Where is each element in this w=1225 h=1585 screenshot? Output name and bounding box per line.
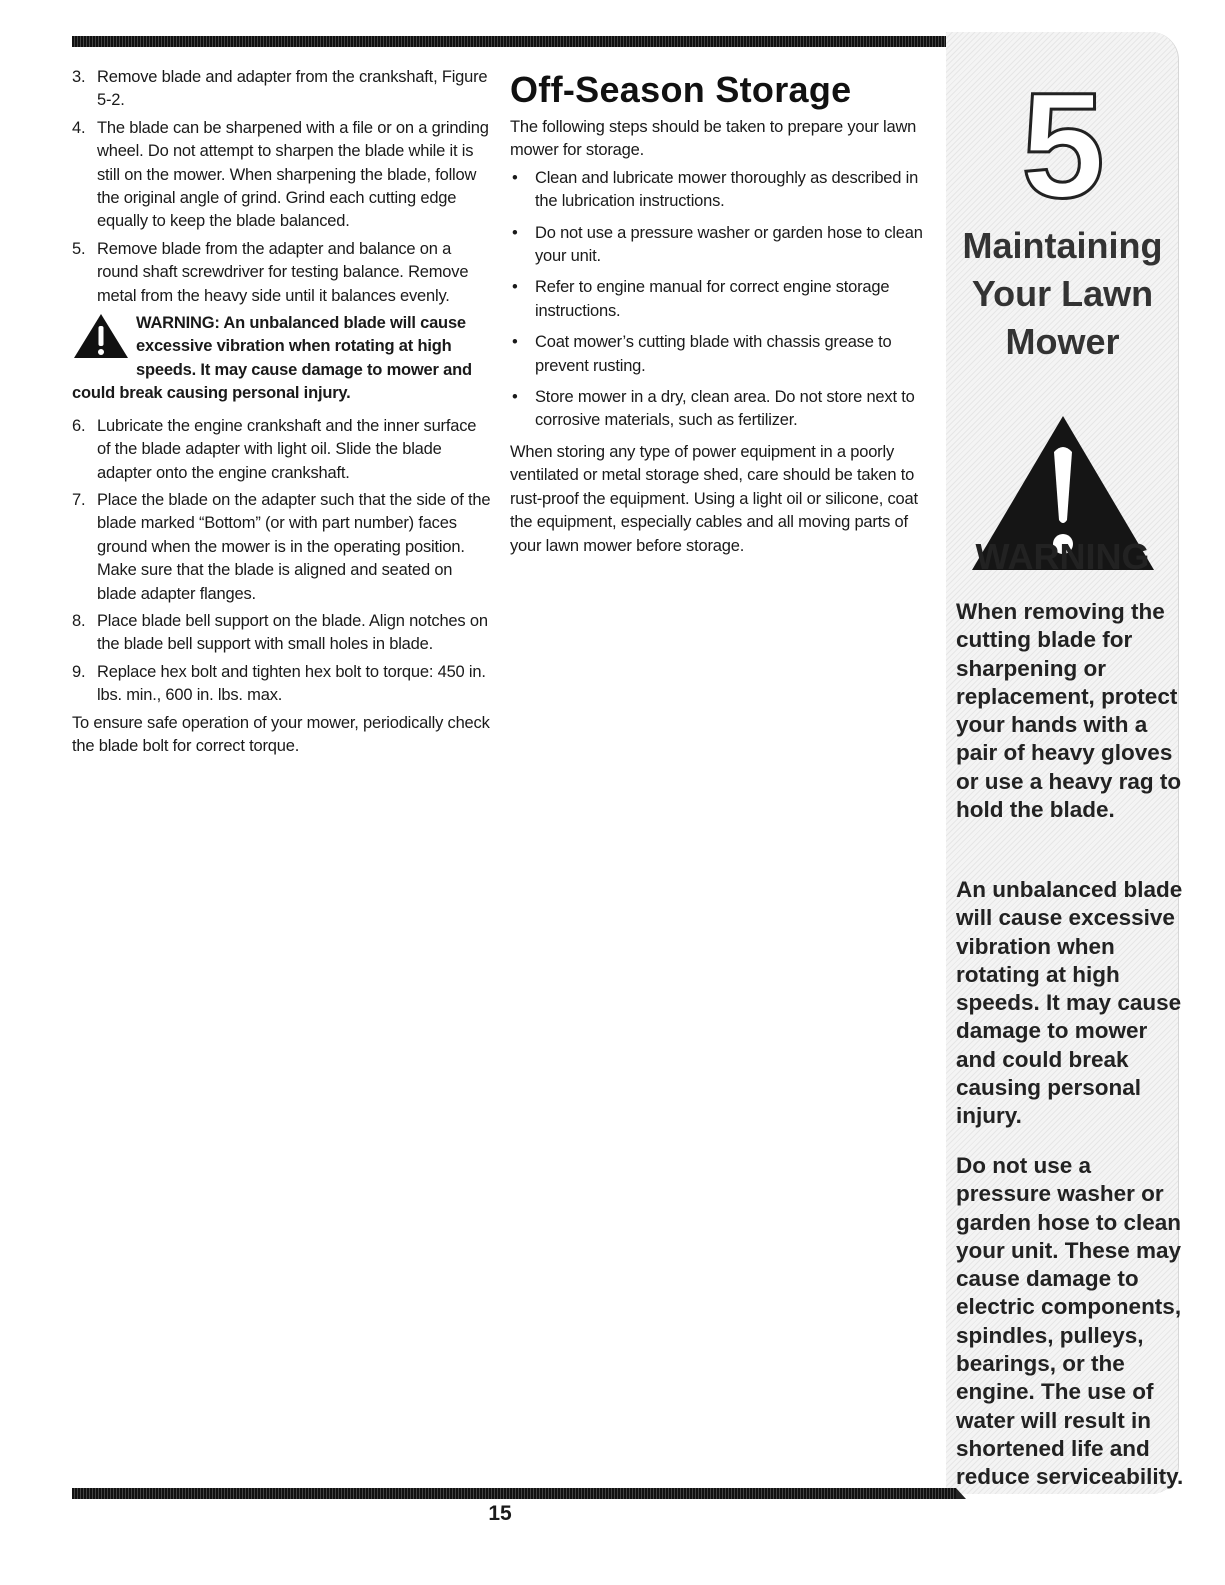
section-heading: Off-Season Storage bbox=[510, 69, 852, 110]
step-text: Remove blade and adapter from the crankshaft, Figure 5-2. bbox=[97, 68, 488, 110]
step-number: 6. bbox=[72, 416, 86, 435]
step-number: 7. bbox=[72, 490, 86, 509]
chapter-title bbox=[946, 222, 1179, 366]
list-item bbox=[510, 331, 935, 378]
list-item bbox=[72, 415, 492, 485]
chapter-title-line: Your Lawn bbox=[971, 273, 1154, 314]
list-item bbox=[72, 489, 492, 606]
step-number: 4. bbox=[72, 118, 86, 137]
sidebar-warning-water: Do not use a pressure washer or garden hose to clean your unit. These may cause damage to electric components, spindles, pulleys, bearings, or the engine. The use of water will result in shortened life and reduce serviceability. bbox=[956, 1153, 1184, 1490]
step-text: Lubricate the engine crankshaft and the inner surface of the blade adapter with light oil. Slide the blade adapter onto the engine crankshaft. bbox=[97, 416, 477, 482]
chapter-sidebar bbox=[946, 32, 1184, 1494]
list-item bbox=[72, 117, 492, 234]
step-number: 8. bbox=[72, 611, 86, 630]
list-item bbox=[72, 66, 492, 113]
list-item bbox=[72, 661, 492, 708]
list-item bbox=[510, 276, 935, 323]
sidebar-warning-balance: An unbalanced blade will cause excessive vibration when rotating at high speeds. It may cause damage to mower and could break causing personal injury. bbox=[956, 877, 1183, 1129]
steps-list-2 bbox=[72, 415, 492, 708]
chapter-title-line: Maintaining bbox=[962, 225, 1163, 266]
storage-intro: The following steps should be taken to prepare your lawn mower for storage. bbox=[510, 118, 917, 160]
list-item bbox=[72, 238, 492, 308]
warning-text: WARNING: An unbalanced blade will cause excessive vibration when rotating at high speeds. It may cause damage to mower and could break causing personal injury. bbox=[72, 314, 472, 403]
top-rule bbox=[72, 36, 956, 47]
list-item bbox=[510, 386, 935, 433]
sidebar-warning-gloves: When removing the cutting blade for sharpening or replacement, protect your hands with a pair of heavy gloves or use a heavy rag to hold the blade. bbox=[956, 599, 1182, 823]
warning-heading: WARNING bbox=[975, 536, 1150, 577]
storage-closing: When storing any type of power equipment in a poorly ventilated or metal storage shed, care should be taken to rust-proof the equipment. Using a light oil or silicone, coat the equipment, especially cables and all moving parts of your lawn mower before storage. bbox=[510, 442, 918, 555]
list-item bbox=[510, 167, 935, 214]
bullet: • bbox=[512, 168, 518, 187]
bullet: • bbox=[512, 333, 518, 352]
bullet-text: Refer to engine manual for correct engine storage instructions. bbox=[535, 278, 890, 320]
blade-warning bbox=[72, 312, 492, 406]
step-text: Place the blade on the adapter such that the side of the blade marked “Bottom” (or with part number) faces ground when the mower is in the operating position. Make sure that the blade is aligned and seated on blade adapter flanges. bbox=[97, 490, 491, 603]
bullet-text: Do not use a pressure washer or garden hose to clean your unit. bbox=[535, 223, 923, 266]
torque-note: To ensure safe operation of your mower, periodically check the blade bolt for correct torque. bbox=[72, 713, 490, 755]
bullet: • bbox=[512, 278, 518, 297]
list-item bbox=[510, 222, 935, 269]
storage-bullets bbox=[510, 167, 935, 433]
left-column bbox=[72, 66, 492, 758]
chapter-title-line: Mower bbox=[1005, 321, 1120, 362]
step-text: The blade can be sharpened with a file or on a grinding wheel. Do not attempt to sharpen the blade while it is still on the mower. When sharpening the blade, follow the original angle of grind. Grind each cutting edge equally to keep the blade balanced. bbox=[97, 118, 489, 231]
step-text: Replace hex bolt and tighten hex bolt to torque: 450 in. lbs. min., 600 in. lbs. max. bbox=[97, 662, 486, 705]
bottom-rule bbox=[72, 1488, 956, 1499]
chapter-number: 5 bbox=[1021, 61, 1105, 229]
steps-list-1 bbox=[72, 66, 492, 308]
step-number: 5. bbox=[72, 239, 86, 258]
list-item bbox=[72, 610, 492, 657]
bullet-text: Clean and lubricate mower thoroughly as described in the lubrication instructions. bbox=[535, 168, 919, 211]
warning-triangle-icon bbox=[72, 312, 130, 360]
middle-column bbox=[510, 66, 935, 558]
step-number: 3. bbox=[72, 68, 86, 86]
bullet: • bbox=[512, 223, 518, 242]
step-text: Place blade bell support on the blade. Align notches on the blade bell support with small holes in blade. bbox=[97, 611, 488, 654]
bullet-text: Coat mower’s cutting blade with chassis grease to prevent rusting. bbox=[535, 333, 892, 375]
step-number: 9. bbox=[72, 662, 86, 681]
step-text: Remove blade from the adapter and balance on a round shaft screwdriver for testing balance. Remove metal from the heavy side until it balances evenly. bbox=[97, 239, 469, 305]
bullet: • bbox=[512, 388, 518, 407]
page-number: 15 bbox=[488, 1502, 512, 1525]
bullet-text: Store mower in a dry, clean area. Do not store next to corrosive materials, such as fertilizer. bbox=[535, 388, 915, 430]
